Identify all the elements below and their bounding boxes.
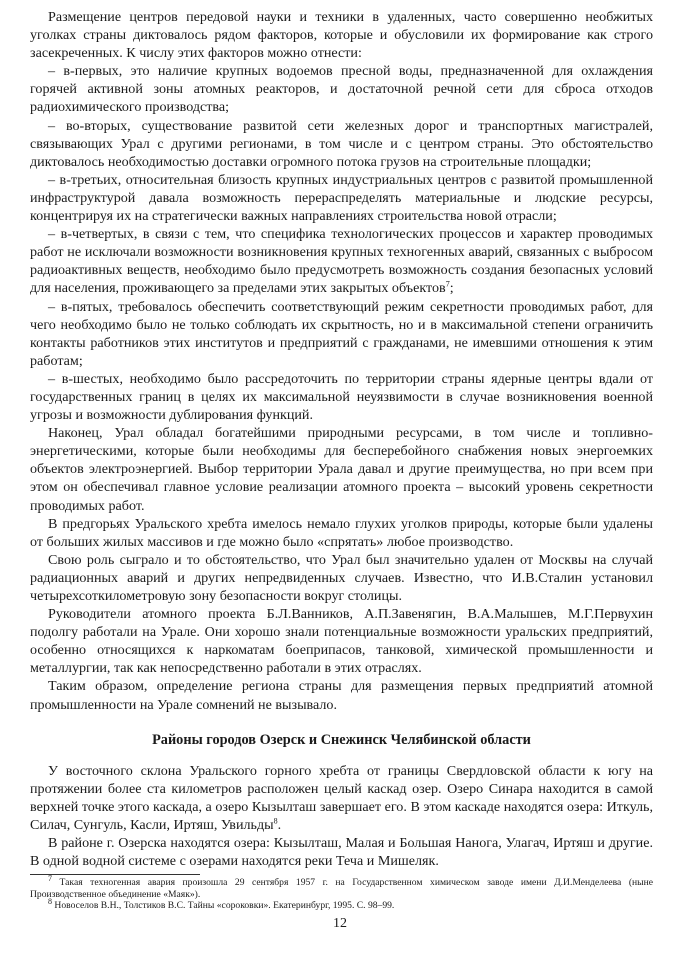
footnote-7 (30, 873, 653, 900)
paragraph-factor-3: – в-третьих, относительная близость крупных индустриальных центров с развитой промышленной инфраструктурой давала возможность перераспределять материальные и людские ресурсы, концентрируя их на стратегически важных направлениях строительства новой отрасли; (30, 171, 653, 225)
paragraph-factor-5: – в-пятых, требовалось обеспечить соответствующий режим секретности проводимых работ, для чего необходимо было не только соблюдать их скрытность, но и в максимальной степени ограничить контакты работников этих институтов и предприятий с гражданами, не имевшими отношения к этим работам; (30, 298, 653, 369)
paragraph-factor-4-text: – в-четвертых, в связи с тем, что специфика технологических процессов и характер проводимых работ не исключали возможности возникновения крупных техногенных аварий, связанных с выбросом радиоактивных веществ, необходимо было предусмотреть возможность создания безопасных условий для населения, проживающего за пределами этих закрытых объектов (30, 226, 653, 297)
footnote-ref-7[interactable]: 7 (445, 279, 450, 289)
paragraph-factor-1: – в-первых, это наличие крупных водоемов пресной воды, предназначенной для охлаждения горячей активной зоны атомных реакторов, и достаточной речной сети для сброса отходов радиохимического производства; (30, 63, 653, 116)
page-number: 12 (333, 916, 347, 931)
paragraph-conclusion: Таким образом, определение региона страны для размещения первых предприятий атомной промышленности на Урале сомнений не вызывало. (30, 678, 653, 713)
page-body (30, 8, 653, 870)
paragraph-resources: Наконец, Урал обладал богатейшими природными ресурсами, в том числе и топливно-энергетическими, которые были необходимы для бесперебойного снабжения новых энергоемких объектов электроэнергией. Выбор территории Урала давал и другие преимущества, но при всем при этом он обеспечивал главное условие реализации атомного проекта – высокий уровень секретности проводимых работ. (30, 425, 653, 514)
footnote-8-mark: 8 (48, 896, 52, 906)
footnote-8 (30, 896, 653, 912)
paragraph-factor-2: – во-вторых, существование развитой сети железных дорог и транспортных магистралей, связывающих Урал с другими регионами, в том числе и с центром страны. Это обстоятельство диктовалось необходимостью доставки огромного потока грузов на строительные площадки; (30, 117, 653, 170)
paragraph-ozersk: В районе г. Озерска находятся озера: Кызылташ, Малая и Большая Нанога, Улагач, Иртяш и другие. В одной водной системе с озерами находятся реки Теча и Мишеляк. (30, 835, 653, 870)
footnote-7-mark: 7 (48, 873, 52, 883)
paragraph-distance: Свою роль сыграло и то обстоятельство, что Урал был значительно удален от Москвы на случай радиационных аварий и других непредвиденных случаев. Известно, что И.В.Сталин установил четырехсоткилометровую зону безопасности вокруг столицы. (30, 551, 653, 604)
paragraph-factor-6: – в-шестых, необходимо было рассредоточить по территории страны ядерные центры вдали от государственных границ в целях их максимальной неуязвимости в случае возникновения военной угрозы и возможности дублирования функций. (30, 370, 653, 424)
footnotes (30, 874, 653, 912)
footnote-divider (30, 874, 200, 875)
footnote-8-text: Новоселов В.Н., Толстиков В.С. Тайны «сороковки». Екатеринбург, 1995. С. 98–99. (54, 900, 395, 911)
paragraph-lakes (30, 762, 653, 834)
paragraph-leaders: Руководители атомного проекта Б.Л.Ванников, А.П.Завенягин, В.А.Малышев, М.Г.Первухин подолгу работали на Урале. Они хорошо знали потенциальные возможности уральских предприятий, особенно относящихся к наркоматам боеприпасов, танковой, химической промышленности и металлургии, так как непосредственно работали в этих отраслях. (30, 606, 653, 677)
paragraph-factor-4-end: ; (449, 280, 454, 297)
paragraph-foothills: В предгорьях Уральского хребта имелось немало глухих уголков природы, которые были удалены от больших жилых массивов и где можно было «спрятать» любое производство. (30, 515, 653, 550)
footnote-ref-8[interactable]: 8 (273, 816, 278, 826)
footnote-7-text: Такая техногенная авария произошла 29 сентября 1957 г. на Государственном химическом заводе имени Д.И.Менделеева (ныне Производственное объединение «Маяк»). (30, 877, 653, 900)
paragraph-lakes-text: У восточного склона Уральского горного хребта от границы Свердловской области к югу на протяжении более ста километров расположен целый каскад озер. Озеро Синара находится в самой верхней точке этого каскада, а озеро Кызылташ завершает его. В этом каскаде находятся озера: Иткуль, Силач, Сунгуль, Касли, Иртяш, Увильды (30, 762, 653, 834)
paragraph-lakes-end: . (277, 817, 282, 834)
paragraph-intro: Размещение центров передовой науки и техники в удаленных, часто совершенно необжитых уголках страны диктовалось рядом факторов, которые и обусловили их формирование как строго засекреченных. К числу этих факторов можно отнести: (30, 9, 653, 62)
section-heading: Районы городов Озерск и Снежинск Челябинской области (152, 731, 531, 748)
paragraph-factor-4 (30, 225, 653, 297)
